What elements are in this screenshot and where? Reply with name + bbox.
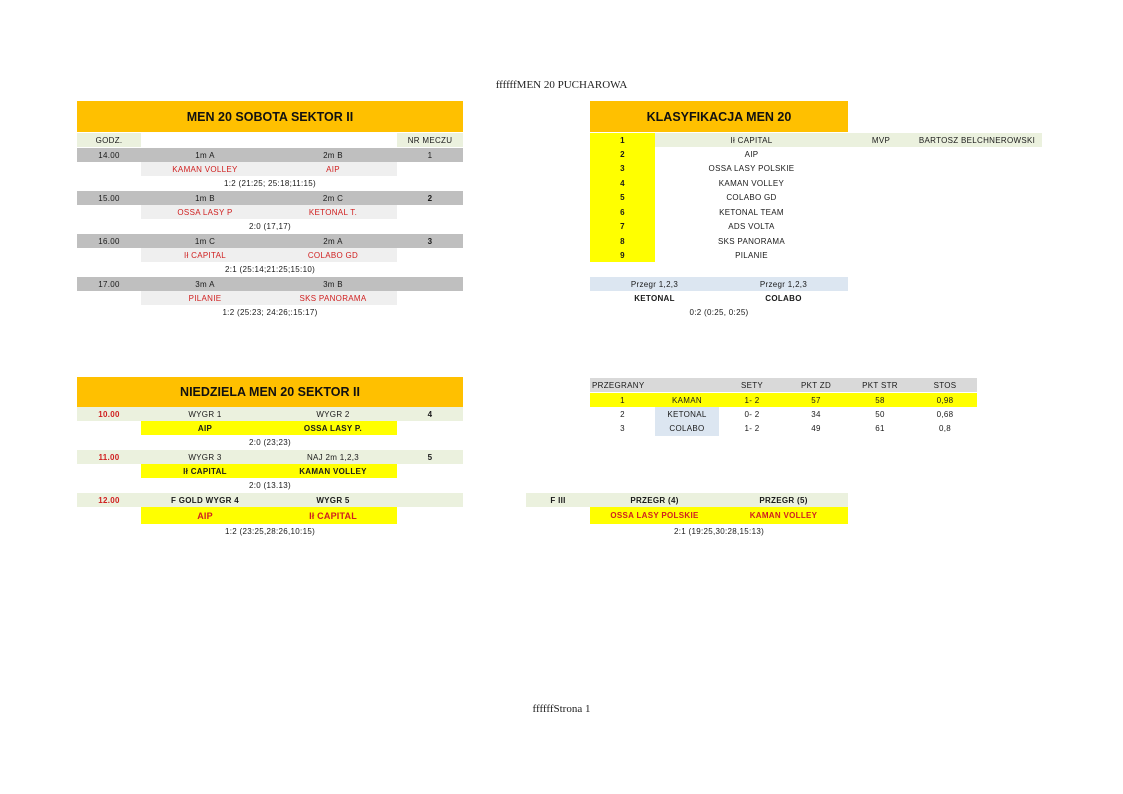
team-b: SKS PANORAMA bbox=[269, 291, 397, 305]
final-iii-left-label: PRZEGR (4) bbox=[630, 495, 679, 505]
match-number: 4 bbox=[427, 409, 433, 419]
team-a: Ił CAPITAL bbox=[141, 248, 269, 262]
team-a: AIP bbox=[141, 507, 269, 524]
match-slot-a: 1m B bbox=[195, 193, 215, 203]
final-iii-score: 2:1 (19:25,30:28,15:13) bbox=[673, 527, 765, 536]
final-iii-right-label: PRZEGR (5) bbox=[759, 495, 808, 505]
match-score: 1:2 (23:25,28:26,10:15) bbox=[224, 527, 316, 536]
match-number: 3 bbox=[427, 236, 433, 246]
stats-sets: 1- 2 bbox=[744, 395, 760, 405]
stats-header-points-lost: PKT STR bbox=[862, 380, 898, 390]
match-slot-a: WYGR 3 bbox=[188, 452, 222, 462]
team-a: AIP bbox=[141, 421, 269, 435]
classification-team: COLABO GD bbox=[726, 193, 777, 202]
classification-position: 2 bbox=[620, 149, 625, 159]
saturday-title: MEN 20 SOBOTA SEKTOR II bbox=[77, 101, 463, 132]
stats-header-ratio: STOS bbox=[933, 380, 957, 390]
match-slot-b: 2m C bbox=[322, 193, 344, 203]
classification-team: ADS VOLTA bbox=[728, 222, 775, 231]
match-slot-b: 3m B bbox=[323, 279, 343, 289]
match-slot-a: 3m A bbox=[195, 279, 215, 289]
stats-sets: 0- 2 bbox=[744, 409, 760, 419]
match-time: 11.00 bbox=[98, 452, 120, 462]
classification-team: AIP bbox=[744, 149, 759, 159]
classification-team: Ił CAPITAL bbox=[730, 135, 773, 145]
stats-points-won: 57 bbox=[811, 395, 821, 405]
match-slot-b: WYGR 2 bbox=[316, 409, 350, 419]
match-time: 17.00 bbox=[98, 279, 120, 289]
team-b: AIP bbox=[269, 162, 397, 176]
match-score: 2:0 (13.13) bbox=[249, 481, 291, 490]
stats-points-lost: 50 bbox=[875, 409, 885, 419]
sunday-title: NIEDZIELA MEN 20 SEKTOR II bbox=[77, 377, 463, 407]
team-b: Ił CAPITAL bbox=[269, 507, 397, 524]
classification-position: 1 bbox=[620, 135, 625, 145]
classification-position: 4 bbox=[620, 178, 625, 188]
team-b: COLABO GD bbox=[269, 248, 397, 262]
losers-score: 0:2 (0:25, 0:25) bbox=[689, 308, 749, 317]
match-score: 1:2 (21:25; 25:18;11:15) bbox=[223, 179, 316, 188]
match-score: 1:2 (25:23; 24:26;:15:17) bbox=[222, 308, 318, 317]
final-iii-team-a: OSSA LASY POLSKIE bbox=[590, 507, 719, 524]
losers-right-label: Przegr 1,2,3 bbox=[759, 279, 808, 289]
classification-team: SKS PANORAMA bbox=[717, 236, 786, 246]
classification-title: KLASYFIKACJA MEN 20 bbox=[590, 101, 848, 132]
stats-position: 3 bbox=[620, 424, 625, 433]
stats-header-loser: PRZEGRANY bbox=[592, 380, 645, 390]
time-column-header: GODZ. bbox=[77, 133, 141, 147]
match-slot-b: NAJ 2m 1,2,3 bbox=[306, 452, 360, 462]
stats-points-lost: 58 bbox=[875, 395, 885, 405]
stats-ratio: 0,8 bbox=[938, 424, 952, 433]
mvp-label: MVP bbox=[871, 135, 891, 145]
match-number: 1 bbox=[427, 150, 433, 160]
team-a: PILANIE bbox=[141, 291, 269, 305]
classification-position: 9 bbox=[620, 250, 625, 260]
match-slot-b: 2m B bbox=[323, 150, 343, 160]
final-iii-label: F III bbox=[550, 495, 566, 505]
losers-left-label: Przegr 1,2,3 bbox=[630, 279, 679, 289]
match-time: 15.00 bbox=[98, 193, 120, 203]
classification-position: 8 bbox=[620, 236, 625, 246]
stats-points-won: 34 bbox=[811, 409, 821, 419]
team-b: KAMAN VOLLEY bbox=[269, 464, 397, 478]
match-score: 2:0 (23;23) bbox=[249, 438, 291, 447]
classification-position: 7 bbox=[620, 222, 625, 231]
classification-team: PILANIE bbox=[735, 250, 768, 260]
classification-position: 5 bbox=[620, 193, 625, 202]
page-footer: ffffffStrona 1 bbox=[532, 703, 591, 715]
stats-team: COLABO bbox=[655, 421, 719, 436]
match-time: 14.00 bbox=[98, 150, 120, 160]
match-slot-a: 1m C bbox=[194, 236, 216, 246]
match-time: 12.00 bbox=[98, 495, 120, 505]
match-score: 2:1 (25:14;21:25;15:10) bbox=[224, 265, 316, 274]
match-slot-a: F GOLD WYGR 4 bbox=[171, 495, 239, 505]
match-number-column-header: NR MECZU bbox=[397, 133, 463, 147]
classification-position: 6 bbox=[620, 207, 625, 217]
stats-header-sets: SETY bbox=[740, 380, 764, 390]
page-header: ffffffMEN 20 PUCHAROWA bbox=[495, 79, 628, 91]
final-iii-team-b: KAMAN VOLLEY bbox=[719, 507, 848, 524]
stats-points-lost: 61 bbox=[875, 424, 885, 433]
match-time: 10.00 bbox=[98, 409, 120, 419]
team-a: OSSA LASY P bbox=[141, 205, 269, 219]
match-number: 2 bbox=[427, 193, 433, 203]
team-a: KAMAN VOLLEY bbox=[141, 162, 269, 176]
match-slot-a: WYGR 1 bbox=[188, 409, 222, 419]
classification-team: KAMAN VOLLEY bbox=[718, 178, 785, 188]
match-slot-a: 1m A bbox=[195, 150, 215, 160]
stats-ratio: 0,68 bbox=[936, 409, 954, 419]
match-time: 16.00 bbox=[98, 236, 120, 246]
losers-team-b: COLABO bbox=[765, 293, 802, 303]
team-b: OSSA LASY P. bbox=[269, 421, 397, 435]
classification-position: 3 bbox=[620, 164, 625, 173]
stats-header-points-won: PKT ZD bbox=[800, 380, 832, 390]
losers-team-a: KETONAL bbox=[634, 293, 675, 303]
stats-team: KETONAL bbox=[655, 407, 719, 421]
stats-position: 2 bbox=[620, 409, 625, 419]
match-score: 2:0 (17,17) bbox=[249, 222, 291, 231]
classification-team: OSSA LASY POLSKIE bbox=[708, 164, 795, 173]
mvp-name: BARTOSZ BELCHNEROWSKI bbox=[918, 135, 1036, 145]
team-a: Ił CAPITAL bbox=[141, 464, 269, 478]
stats-ratio: 0,98 bbox=[936, 395, 954, 405]
stats-sets: 1- 2 bbox=[744, 424, 760, 433]
stats-team: KAMAN bbox=[672, 395, 702, 405]
stats-position: 1 bbox=[620, 395, 625, 405]
match-number: 5 bbox=[427, 452, 433, 462]
team-b: KETONAL T. bbox=[269, 205, 397, 219]
stats-points-won: 49 bbox=[811, 424, 821, 433]
match-slot-b: WYGR 5 bbox=[316, 495, 350, 505]
classification-team: KETONAL TEAM bbox=[719, 207, 784, 217]
match-slot-b: 2m A bbox=[323, 236, 343, 246]
